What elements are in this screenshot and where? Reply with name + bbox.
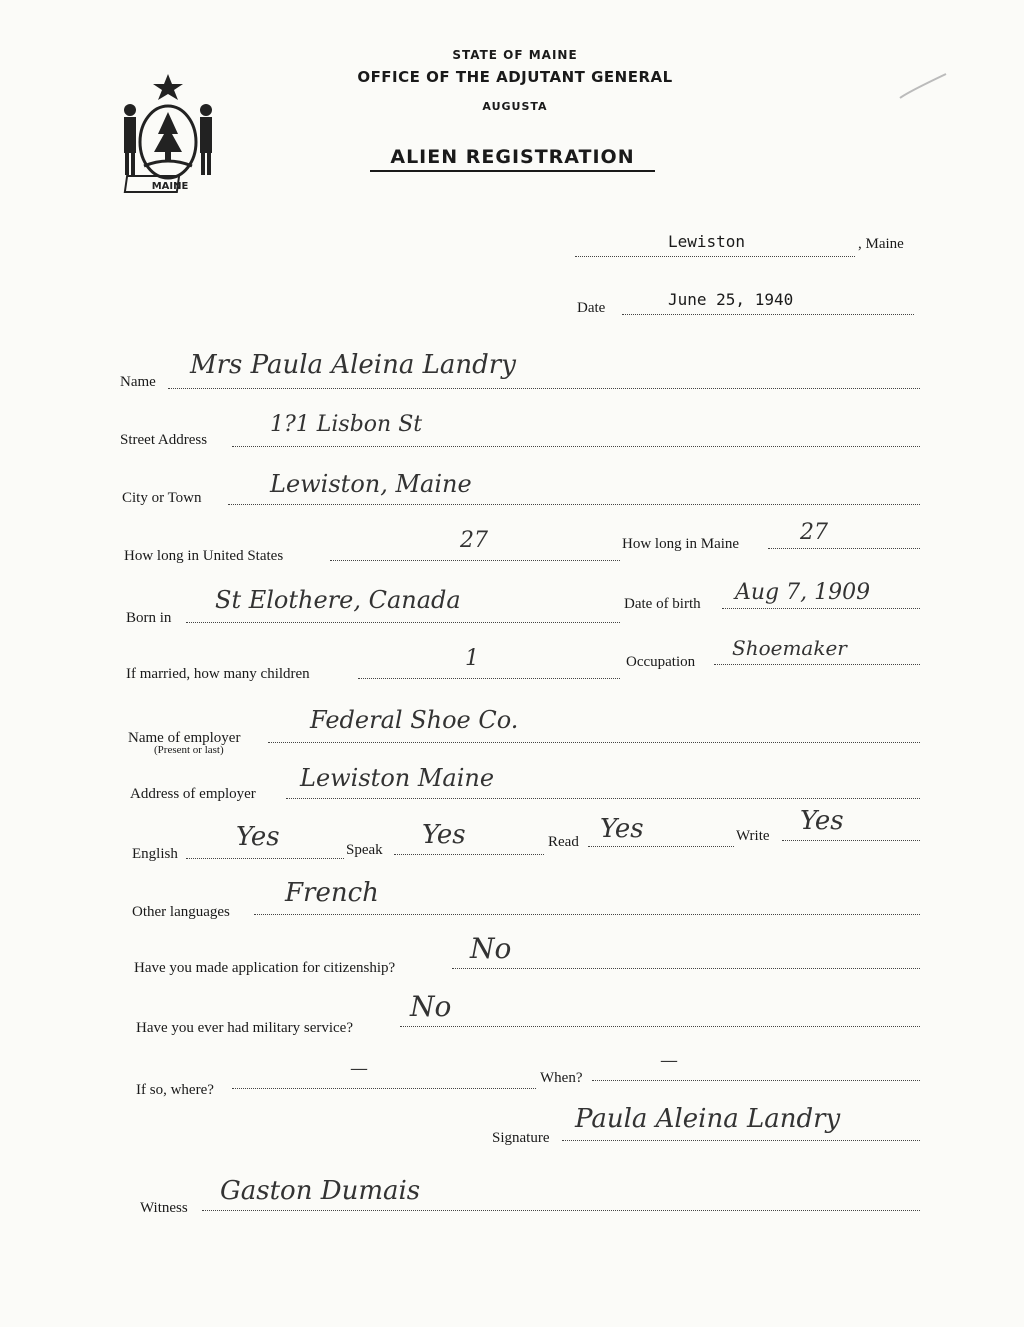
when-label: When?	[540, 1070, 583, 1086]
signature-label: Signature	[492, 1130, 550, 1146]
speak-value: Yes	[422, 820, 466, 850]
employer-value: Federal Shoe Co.	[310, 706, 519, 734]
military-value: No	[410, 990, 452, 1023]
street-label: Street Address	[120, 432, 208, 448]
location-value: Lewiston	[668, 232, 746, 251]
children-label: If married, how many children	[126, 666, 310, 682]
write-label: Write	[736, 828, 770, 844]
occupation-value: Shoemaker	[732, 636, 847, 660]
read-value: Yes	[600, 814, 644, 844]
us-years-value: 27	[460, 528, 488, 553]
name-value: Mrs Paula Aleina Landry	[190, 350, 516, 380]
children-value: 1	[465, 646, 479, 671]
write-value: Yes	[800, 806, 844, 836]
speak-label: Speak	[346, 842, 383, 858]
maine-years-label: How long in Maine	[622, 536, 740, 552]
employer-address-label: Address of employer	[130, 786, 256, 802]
employer-label: Name of employer	[128, 730, 241, 746]
employer-sublabel: (Present or last)	[154, 744, 224, 756]
office-heading: OFFICE OF THE ADJUTANT GENERAL	[357, 68, 673, 86]
english-label: English	[132, 846, 178, 862]
employer-address-value: Lewiston Maine	[300, 764, 495, 792]
other-languages-value: French	[285, 878, 379, 908]
name-label: Name	[120, 374, 156, 390]
english-value: Yes	[236, 822, 280, 852]
witness-label: Witness	[140, 1200, 188, 1216]
other-languages-label: Other languages	[132, 904, 230, 920]
witness-value: Gaston Dumais	[220, 1176, 421, 1206]
born-label: Born in	[126, 610, 172, 626]
maine-state-seal-icon	[112, 70, 224, 198]
where-label: If so, where?	[136, 1082, 214, 1098]
maine-years-value: 27	[800, 520, 828, 545]
citizenship-label: Have you made application for citizenship?	[134, 960, 396, 976]
when-value: —	[660, 1050, 678, 1071]
occupation-label: Occupation	[626, 654, 696, 670]
born-value: St Elothere, Canada	[215, 586, 461, 614]
svg-text:MAINE: MAINE	[151, 181, 189, 192]
state-heading: STATE OF MAINE	[452, 48, 578, 62]
city-heading: AUGUSTA	[482, 100, 548, 113]
street-value: 1?1 Lisbon St	[270, 412, 423, 437]
city-label: City or Town	[122, 490, 202, 506]
read-label: Read	[548, 834, 579, 850]
signature-value: Paula Aleina Landry	[575, 1104, 841, 1134]
us-years-label: How long in United States	[124, 548, 284, 564]
city-value: Lewiston, Maine	[270, 470, 472, 498]
where-value: —	[350, 1058, 368, 1079]
location-suffix: , Maine	[858, 236, 904, 252]
dob-label: Date of birth	[624, 596, 701, 612]
military-label: Have you ever had military service?	[136, 1020, 353, 1036]
check-mark-icon	[898, 62, 948, 102]
citizenship-value: No	[470, 932, 512, 965]
date-value: June 25, 1940	[668, 290, 794, 309]
form-title: ALIEN REGISTRATION	[370, 146, 655, 172]
dob-value: Aug 7, 1909	[735, 580, 871, 605]
date-label: Date	[577, 300, 606, 316]
